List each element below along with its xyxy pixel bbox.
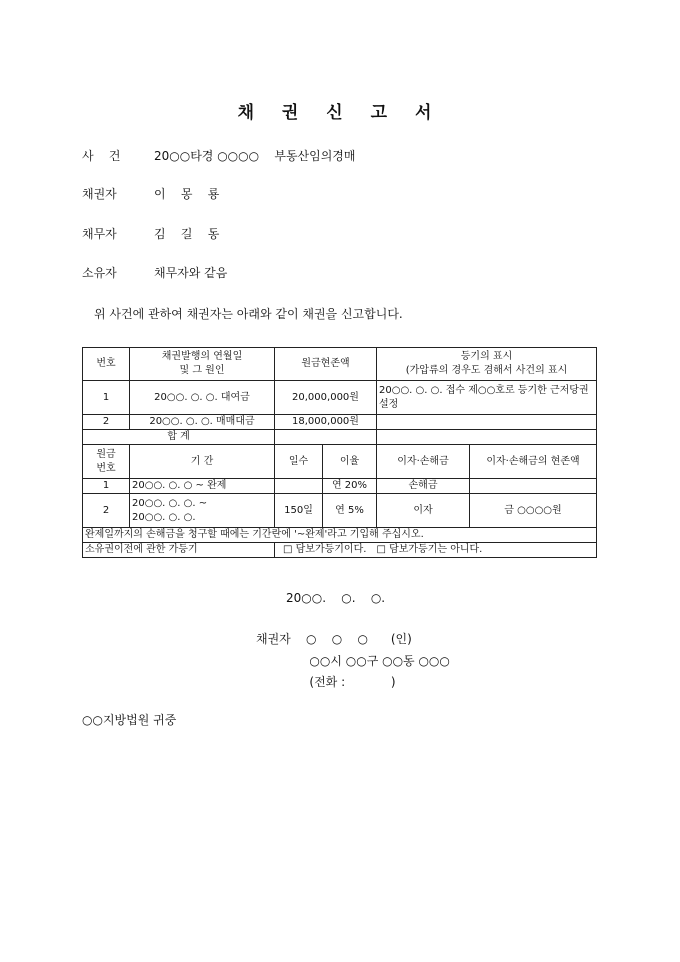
option-not-secured-provisional[interactable]: □ 담보가등기는 아니다. [376, 544, 483, 555]
interest-row [83, 494, 597, 528]
debtor-value: 김 길 동 [154, 227, 220, 241]
row-principal: 18,000,000원 [275, 415, 377, 430]
sum-label: 합 계 [83, 430, 275, 445]
sum-principal [275, 430, 377, 445]
interest-rate: 연 5% [323, 494, 377, 528]
signer-address: ○○시 ○○구 ○○동 ○○○ [256, 654, 450, 668]
note-row [83, 528, 597, 543]
header-principal-no-line1: 원금 [96, 448, 116, 460]
owner-label: 소유자 [82, 266, 117, 280]
table-row [83, 415, 597, 430]
header-registration-line2: (가압류의 경우도 겸해서 사건의 표시 [405, 365, 568, 376]
interest-rate: 연 20% [323, 479, 377, 494]
interest-period-line1: 20○○. ○. ○. ~ [132, 497, 208, 509]
interest-period [130, 494, 275, 528]
header-principal: 원금현존액 [275, 348, 377, 381]
row-principal: 20,000,000원 [275, 381, 377, 415]
case-field [82, 147, 356, 164]
row-registration: 20○○. ○. ○. 접수 제○○호로 등기한 근저당권설정 [377, 381, 597, 415]
interest-period: 20○○. ○. ○ ~ 완제 [130, 479, 275, 494]
table-row [83, 381, 597, 415]
sum-registration [377, 430, 597, 445]
creditor-value: 이 몽 룡 [154, 187, 220, 201]
header-interest-current: 이자·손해금의 현존액 [470, 445, 597, 479]
header-period: 기 간 [130, 445, 275, 479]
ownership-options [275, 543, 597, 558]
interest-header-row [83, 445, 597, 479]
interest-type: 손해금 [377, 479, 470, 494]
header-cause-line1: 채권발행의 연월일 [161, 351, 243, 362]
claim-table [82, 347, 597, 558]
debtor-field [82, 225, 219, 242]
signer-phone: (전화 : ) [256, 675, 396, 689]
row-cause: 20○○. ○. ○. 매매대금 [130, 415, 275, 430]
sum-row [83, 430, 597, 445]
table-header-row [83, 348, 597, 381]
interest-no: 2 [83, 494, 130, 528]
header-registration [377, 348, 597, 381]
interest-no: 1 [83, 479, 130, 494]
case-label: 사 건 [82, 149, 121, 163]
row-registration [377, 415, 597, 430]
header-rate: 이율 [323, 445, 377, 479]
ownership-label: 소유권이전에 관한 가등기 [83, 543, 275, 558]
option-secured-provisional[interactable]: □ 담보가등기이다. [283, 544, 367, 555]
row-no: 1 [83, 381, 130, 415]
interest-days: 150일 [275, 494, 323, 528]
document-title: 채 권 신 고 서 [237, 103, 443, 123]
interest-days [275, 479, 323, 494]
header-principal-no-line2: 번호 [96, 462, 116, 474]
creditor-label: 채권자 [82, 187, 117, 201]
document-date: 20○○. ○. ○. [286, 591, 386, 605]
header-interest: 이자·손해금 [377, 445, 470, 479]
interest-period-line2: 20○○. ○. ○. [132, 511, 196, 523]
owner-field [82, 264, 227, 281]
owner-value: 채무자와 같음 [154, 266, 228, 280]
court-addressee: ○○지방법원 귀중 [82, 713, 177, 727]
case-value: 20○○타경 ○○○○ 부동산임의경매 [154, 149, 356, 163]
ownership-row [83, 543, 597, 558]
interest-type: 이자 [377, 494, 470, 528]
interest-current [470, 479, 597, 494]
header-cause [130, 348, 275, 381]
header-days: 일수 [275, 445, 323, 479]
debtor-label: 채무자 [82, 227, 117, 241]
header-no: 번호 [83, 348, 130, 381]
row-no: 2 [83, 415, 130, 430]
signer-line: 채권자 ○ ○ ○ (인) [256, 632, 412, 646]
header-cause-line2: 및 그 원인 [179, 365, 225, 376]
interest-current: 금 ○○○○원 [470, 494, 597, 528]
row-cause: 20○○. ○. ○. 대여금 [130, 381, 275, 415]
header-registration-line1: 등기의 표시 [460, 351, 513, 362]
header-principal-no [83, 445, 130, 479]
interest-row [83, 479, 597, 494]
note-text: 완제일까지의 손해금을 청구할 때에는 기간란에 '~완제'라고 기입해 주십시오. [83, 528, 597, 543]
creditor-field [82, 185, 219, 202]
intro-text: 위 사건에 관하여 채권자는 아래와 같이 채권을 신고합니다. [94, 307, 403, 321]
